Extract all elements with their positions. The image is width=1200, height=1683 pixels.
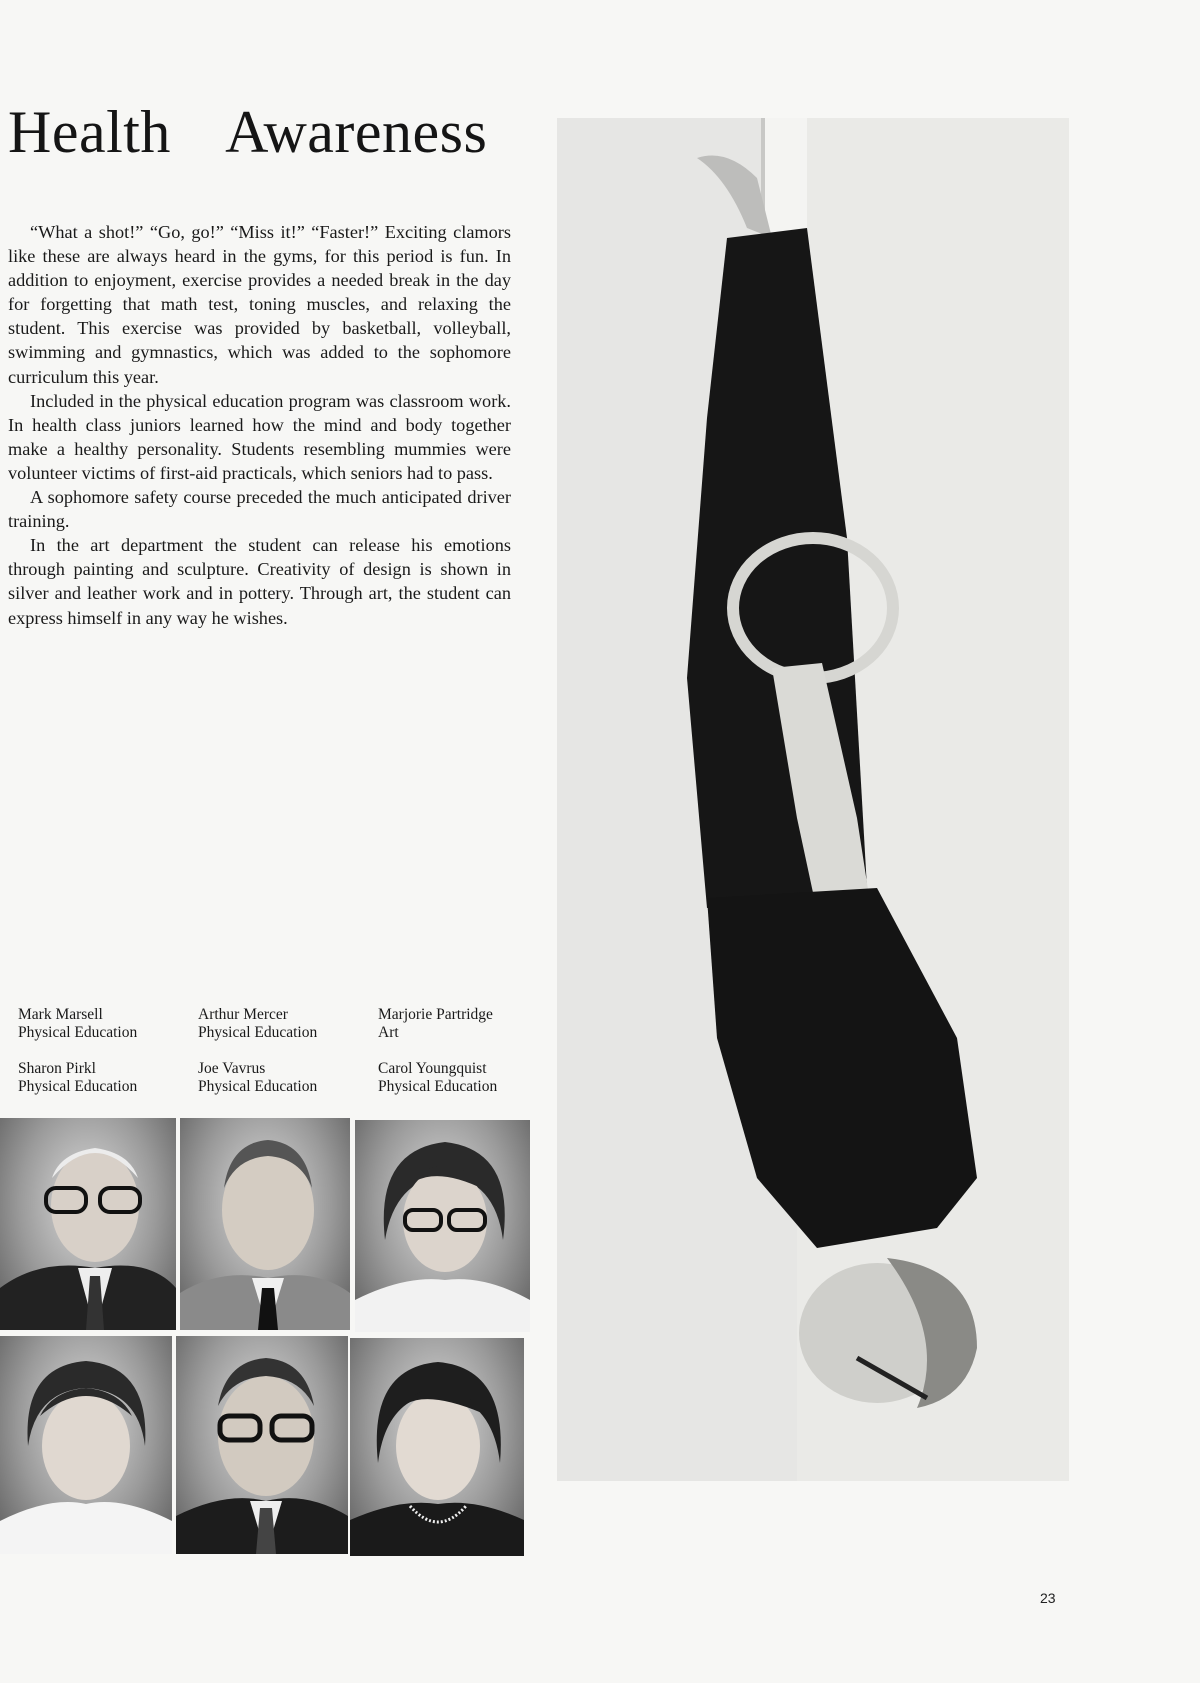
faculty-caption — [378, 1006, 558, 1042]
page-number: 23 — [1040, 1590, 1056, 1606]
faculty-caption — [198, 1060, 378, 1096]
faculty-name: Mark Marsell — [18, 1006, 103, 1023]
faculty-portrait — [176, 1336, 348, 1554]
faculty-subject: Physical Education — [18, 1024, 138, 1041]
gymnast-photo — [557, 118, 1069, 1481]
faculty-portrait — [350, 1338, 524, 1556]
faculty-name: Carol Youngquist — [378, 1060, 487, 1077]
faculty-name: Sharon Pirkl — [18, 1060, 96, 1077]
article-paragraph: “What a shot!” “Go, go!” “Miss it!” “Faster!” Exciting clamors like these are always heard in the gyms, for this period is fun. In addition to enjoyment, exercise provides a needed break in the day for forgetting that math test, toning muscles, and relaxing the student. This exercise was provided by basketball, volleyball, swimming and gymnastics, which was added to the sophomore curriculum this year. — [8, 222, 511, 387]
page-title: Health Awareness — [8, 99, 488, 165]
article-body — [8, 220, 511, 630]
faculty-caption — [198, 1006, 378, 1042]
article-paragraph: A sophomore safety course preceded the much anticipated driver training. — [8, 487, 511, 532]
faculty-subject: Art — [378, 1024, 399, 1041]
faculty-subject: Physical Education — [378, 1078, 498, 1095]
faculty-subject: Physical Education — [198, 1024, 318, 1041]
faculty-portrait — [0, 1336, 172, 1554]
faculty-portrait — [0, 1118, 176, 1330]
faculty-name: Arthur Mercer — [198, 1006, 288, 1023]
faculty-name: Joe Vavrus — [198, 1060, 266, 1077]
article-paragraph: Included in the physical education program was classroom work. In health class juniors learned how the mind and body together make a healthy personality. Students resembling mummies were volunteer victims of first-aid practicals, which seniors had to pass. — [8, 390, 511, 483]
faculty-portrait — [355, 1120, 530, 1332]
faculty-portrait — [180, 1118, 350, 1330]
faculty-name: Marjorie Partridge — [378, 1006, 493, 1023]
faculty-subject: Physical Education — [18, 1078, 138, 1095]
faculty-caption — [18, 1006, 198, 1042]
faculty-caption — [378, 1060, 558, 1096]
faculty-caption — [18, 1060, 198, 1096]
faculty-subject: Physical Education — [198, 1078, 318, 1095]
article-paragraph: In the art department the student can release his emotions through painting and sculpture. Creativity of design is shown in silver and leather work and in pottery. Through art, the student can express himself in any way he wishes. — [8, 535, 511, 628]
